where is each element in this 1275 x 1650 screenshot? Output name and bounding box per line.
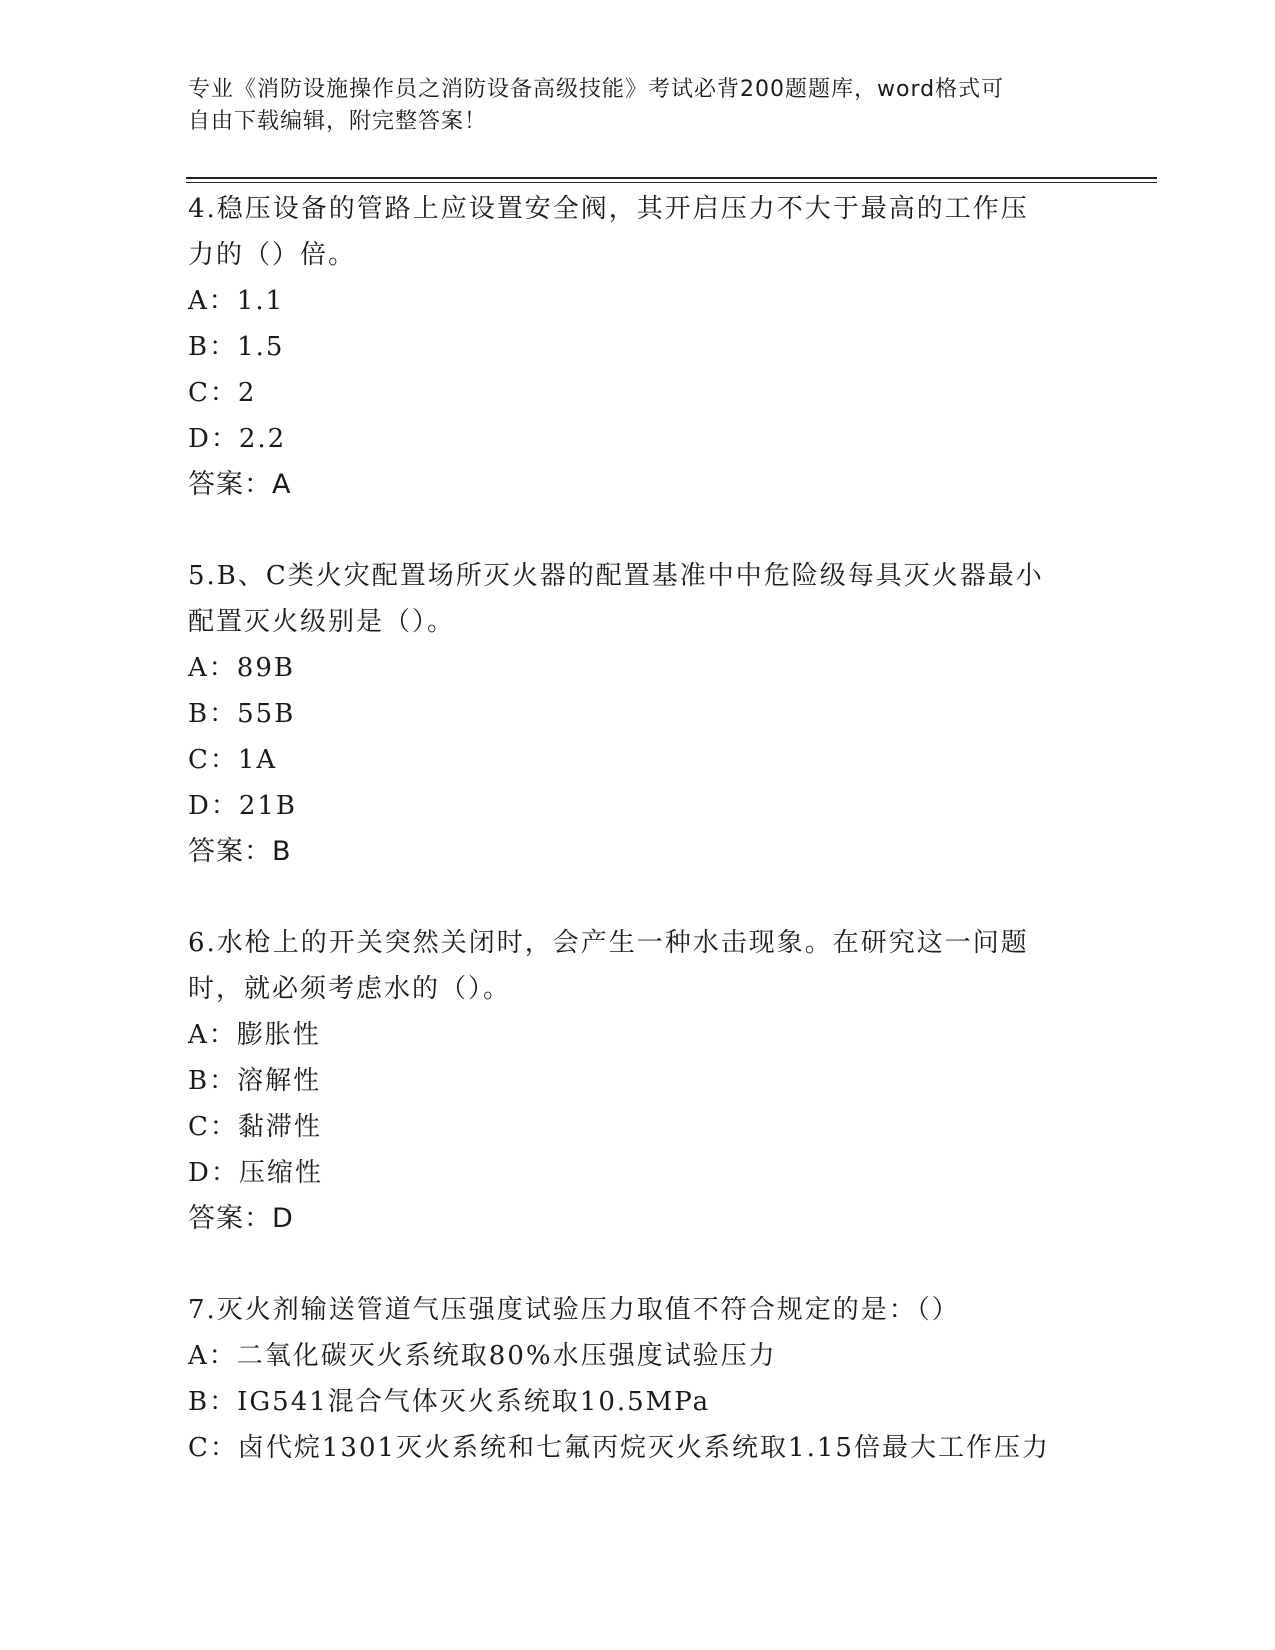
option-a: A：二氧化碳灭火系统取80%水压强度试验压力 (188, 1341, 777, 1371)
option-b: B：1.5 (188, 332, 285, 362)
option-c: C：1A (188, 745, 278, 775)
option-d: D：2.2 (188, 424, 287, 454)
option-a: A：89B (188, 653, 295, 683)
option-b: B：55B (188, 699, 296, 729)
question-4 (188, 186, 1068, 508)
answer: 答案：B (188, 836, 292, 867)
option-c: C：卤代烷1301灭火系统和七氟丙烷灭火系统取1.15倍最大工作压力 (188, 1433, 1050, 1463)
option-a: A：1.1 (188, 286, 285, 316)
question-5 (188, 553, 1068, 875)
question-text-line: 时，就必须考虑水的（）。 (188, 974, 512, 1004)
question-text-line: 力的（）倍。 (188, 240, 357, 270)
option-d: D：压缩性 (188, 1158, 323, 1188)
option-c: C：2 (188, 378, 257, 408)
header-divider (186, 177, 1157, 183)
answer: 答案：A (188, 469, 292, 500)
question-6 (188, 920, 1068, 1242)
option-a: A：膨胀性 (188, 1020, 321, 1050)
question-text-line: 6.水枪上的开关突然关闭时，会产生一种水击现象。在研究这一问题 (188, 928, 1029, 958)
answer: 答案：D (188, 1203, 294, 1234)
question-text-line: 7.灭火剂输送管道气压强度试验压力取值不符合规定的是：（） (188, 1295, 960, 1325)
header-line-2: 自由下载编辑，附完整答案！ (188, 109, 488, 134)
header-line-1: 专业《消防设施操作员之消防设备高级技能》考试必背200题题库，word格式可 (188, 77, 1005, 102)
question-7 (188, 1287, 1068, 1471)
option-d: D：21B (188, 791, 298, 821)
question-text-line: 配置灭火级别是（）。 (188, 607, 456, 637)
question-text-line: 5.B、C类火灾配置场所灭火器的配置基准中中危险级每具灭火器最小 (188, 561, 1044, 591)
option-b: B：IG541混合气体灭火系统取10.5MPa (188, 1387, 711, 1417)
option-c: C：黏滞性 (188, 1112, 322, 1142)
option-b: B：溶解性 (188, 1066, 322, 1096)
document-header (188, 74, 1068, 138)
question-text-line: 4.稳压设备的管路上应设置安全阀，其开启压力不大于最高的工作压 (188, 194, 1029, 224)
